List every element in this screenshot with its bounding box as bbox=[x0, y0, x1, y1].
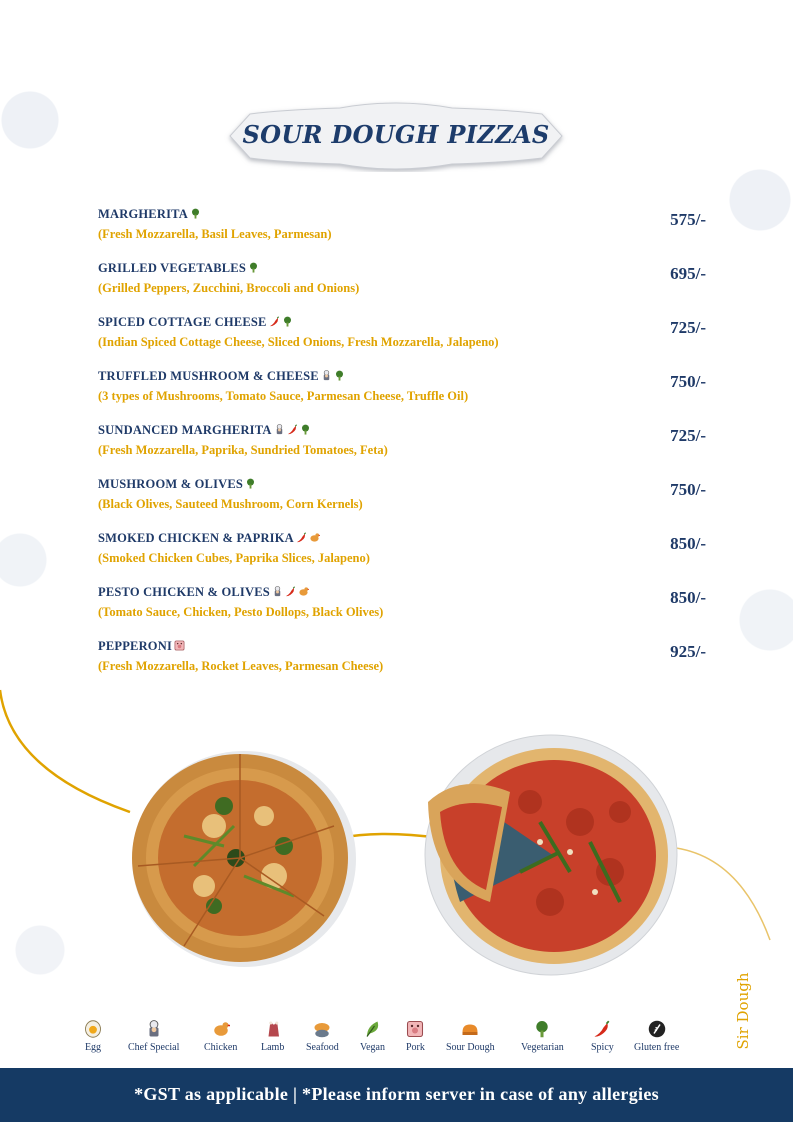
item-price: 750/- bbox=[670, 480, 706, 499]
legend-item bbox=[84, 1020, 102, 1053]
legend-label: Egg bbox=[84, 1042, 102, 1053]
legend-item bbox=[128, 1020, 179, 1053]
item-name: SUNDANCED MARGHERITA bbox=[98, 423, 272, 437]
menu-item bbox=[98, 314, 708, 368]
item-price: 925/- bbox=[670, 642, 706, 661]
menu-item bbox=[98, 206, 708, 260]
vegetarian-icon bbox=[334, 369, 345, 380]
menu-item bbox=[98, 422, 708, 476]
item-name: SMOKED CHICKEN & PAPRIKA bbox=[98, 531, 294, 545]
legend-label: Pork bbox=[406, 1042, 425, 1053]
vegetarian-icon bbox=[282, 315, 293, 326]
pork-icon bbox=[174, 639, 185, 650]
legend-label: Spicy bbox=[591, 1042, 614, 1053]
item-price: 850/- bbox=[670, 588, 706, 607]
legend-label: Lamb bbox=[261, 1042, 285, 1053]
item-description: (Tomato Sauce, Chicken, Pesto Dollops, Black Olives) bbox=[98, 605, 384, 619]
item-price: 725/- bbox=[670, 426, 706, 445]
item-price: 750/- bbox=[670, 372, 706, 391]
spicy-icon bbox=[285, 585, 296, 596]
item-price: 725/- bbox=[670, 318, 706, 337]
item-name: MUSHROOM & OLIVES bbox=[98, 477, 244, 491]
item-description: (Fresh Mozzarella, Paprika, Sundried Tomatoes, Feta) bbox=[98, 443, 388, 457]
legend-item bbox=[306, 1020, 339, 1053]
egg-icon bbox=[84, 1020, 102, 1038]
item-name: PESTO CHICKEN & OLIVES bbox=[98, 585, 270, 599]
pizza-image-left bbox=[124, 746, 360, 972]
legend-label: Vegetarian bbox=[521, 1042, 564, 1053]
item-description: (Indian Spiced Cottage Cheese, Sliced Onions, Fresh Mozzarella, Jalapeno) bbox=[98, 335, 499, 349]
legend-item bbox=[521, 1020, 564, 1053]
page-title: SOUR DOUGH PIZZAS bbox=[242, 120, 550, 149]
vegetarian-icon bbox=[245, 477, 256, 488]
item-description: (Fresh Mozzarella, Basil Leaves, Parmesan) bbox=[98, 227, 332, 241]
seafood-icon bbox=[313, 1020, 331, 1038]
item-description: (Grilled Peppers, Zucchini, Broccoli and Onions) bbox=[98, 281, 360, 295]
title-banner bbox=[220, 100, 572, 172]
menu-item bbox=[98, 530, 708, 584]
spicy-icon bbox=[269, 315, 280, 326]
menu-list bbox=[98, 206, 708, 692]
vegetarian-icon bbox=[248, 261, 259, 272]
legend-label: Vegan bbox=[360, 1042, 385, 1053]
item-description: (Black Olives, Sauteed Mushroom, Corn Kernels) bbox=[98, 497, 363, 511]
legend-item bbox=[406, 1020, 425, 1053]
item-name: MARGHERITA bbox=[98, 207, 188, 221]
gluten-free-icon bbox=[648, 1020, 666, 1038]
item-description: (Smoked Chicken Cubes, Paprika Slices, Jalapeno) bbox=[98, 551, 370, 565]
dietary-legend bbox=[84, 1020, 704, 1062]
item-name: TRUFFLED MUSHROOM & CHEESE bbox=[98, 369, 319, 383]
vegetarian-icon bbox=[190, 207, 201, 218]
legend-label: Chicken bbox=[204, 1042, 238, 1053]
legend-item bbox=[204, 1020, 237, 1053]
item-price: 850/- bbox=[670, 534, 706, 553]
item-name: SPICED COTTAGE CHEESE bbox=[98, 315, 267, 329]
chicken-icon bbox=[298, 585, 309, 596]
menu-item bbox=[98, 260, 708, 314]
vegetarian-icon bbox=[300, 423, 311, 434]
chef-special-icon bbox=[145, 1020, 163, 1038]
chicken-icon bbox=[309, 531, 320, 542]
item-price: 575/- bbox=[670, 210, 706, 229]
item-name: GRILLED VEGETABLES bbox=[98, 261, 246, 275]
spicy-icon bbox=[287, 423, 298, 434]
legend-label: Seafood bbox=[306, 1042, 339, 1053]
legend-item bbox=[261, 1020, 284, 1053]
pizza-image-right bbox=[420, 732, 682, 978]
lamb-icon bbox=[264, 1020, 282, 1038]
menu-item bbox=[98, 368, 708, 422]
legend-item bbox=[446, 1020, 495, 1053]
item-price: 695/- bbox=[670, 264, 706, 283]
brand-logo: Sir Dough bbox=[734, 972, 752, 1050]
footer-note: *GST as applicable | *Please inform server in case of any allergies bbox=[134, 1084, 659, 1104]
vegetarian-icon bbox=[533, 1020, 551, 1038]
legend-item bbox=[360, 1020, 385, 1053]
spicy-icon bbox=[593, 1020, 611, 1038]
footer-bar bbox=[0, 1068, 793, 1122]
chef-special-icon bbox=[272, 585, 283, 596]
spicy-icon bbox=[296, 531, 307, 542]
chef-special-icon bbox=[274, 423, 285, 434]
item-name: PEPPERONI bbox=[98, 639, 173, 653]
legend-label: Gluten free bbox=[634, 1042, 680, 1053]
vegan-icon bbox=[364, 1020, 382, 1038]
pork-icon bbox=[406, 1020, 424, 1038]
legend-label: Sour Dough bbox=[446, 1042, 495, 1053]
legend-item bbox=[591, 1020, 614, 1053]
chicken-icon bbox=[212, 1020, 230, 1038]
item-description: (3 types of Mushrooms, Tomato Sauce, Parmesan Cheese, Truffle Oil) bbox=[98, 389, 469, 403]
legend-label: Chef Special bbox=[128, 1042, 180, 1053]
sour-dough-icon bbox=[461, 1020, 479, 1038]
item-description: (Fresh Mozzarella, Rocket Leaves, Parmesan Cheese) bbox=[98, 659, 384, 673]
legend-item bbox=[634, 1020, 679, 1053]
chef-special-icon bbox=[321, 369, 332, 380]
menu-item bbox=[98, 584, 708, 638]
menu-item bbox=[98, 476, 708, 530]
